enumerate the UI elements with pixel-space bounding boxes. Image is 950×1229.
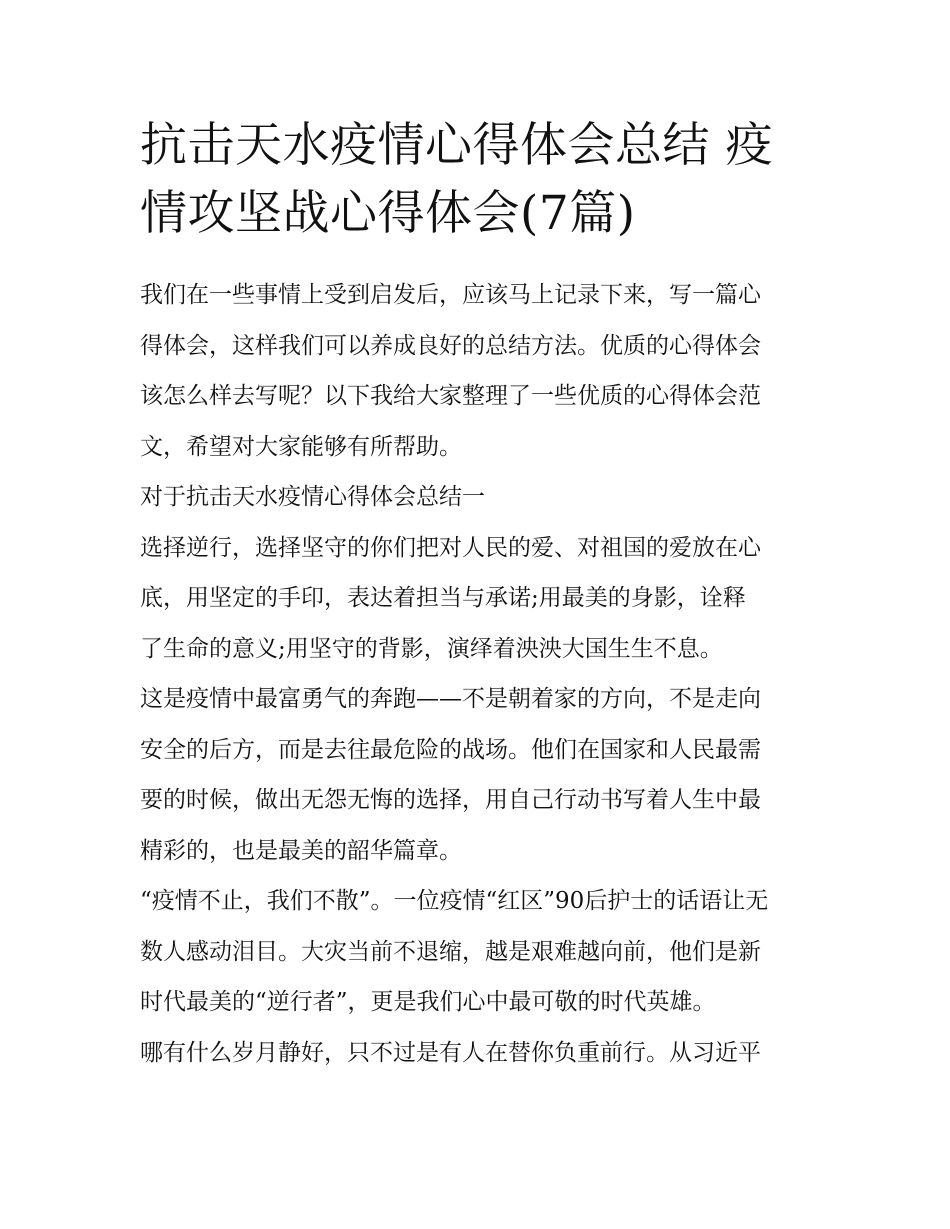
text-line: 精彩的，也是最美的韶华篇章。 [140, 837, 462, 864]
title-line: 抗击天水疫情心得体会总结 疫 [140, 118, 773, 173]
title-line: 情攻坚战心得体会(7篇) [140, 186, 636, 241]
text-line: “疫情不止，我们不散”。一位疫情“红区”90后护士的话语让无 [140, 888, 769, 914]
text-line: 时代最美的“逆行者”，更是我们心中最可敬的时代英雄。 [140, 989, 716, 1015]
text-line: 要的时候，做出无怨无悔的选择，用自己行动书写着人生中最 [140, 787, 761, 813]
body-paragraph [140, 1028, 812, 1079]
text-line: 该怎么样去写呢？以下我给大家整理了一些优质的心得体会范 [140, 383, 761, 409]
text-line: 这是疫情中最富勇气的奔跑——不是朝着家的方向，不是走向 [140, 686, 761, 712]
document-title [140, 112, 812, 248]
text-line: 了生命的意义;用坚守的背影，演绎着泱泱大国生生不息。 [140, 635, 723, 662]
text-line: 安全的后方，而是去往最危险的战场。他们在国家和人民最需 [140, 736, 761, 763]
text-line: 我们在一些事情上受到启发后，应该马上记录下来，写一篇心 [140, 282, 761, 308]
text-line: 数人感动泪目。大灾当前不退缩，越是艰难越向前，他们是新 [140, 938, 761, 965]
text-line: 选择逆行，选择坚守的你们把对人民的爱、对祖国的爱放在心 [140, 534, 761, 561]
body-paragraph [140, 674, 812, 876]
text-line: 对于抗击天水疫情心得体会总结一 [140, 484, 485, 510]
text-line: 得体会，这样我们可以养成良好的总结方法。优质的心得体会 [140, 332, 761, 359]
section-heading [140, 472, 812, 523]
intro-paragraph [140, 270, 812, 472]
document-page [140, 112, 812, 1078]
text-line: 哪有什么岁月静好，只不过是有人在替你负重前行。从习近平 [140, 1039, 761, 1066]
text-line: 文，希望对大家能够有所帮助。 [140, 433, 462, 460]
text-line: 底，用坚定的手印，表达着担当与承诺;用最美的身影，诠释 [140, 585, 746, 611]
body-paragraph [140, 876, 812, 1028]
body-paragraph [140, 523, 812, 675]
